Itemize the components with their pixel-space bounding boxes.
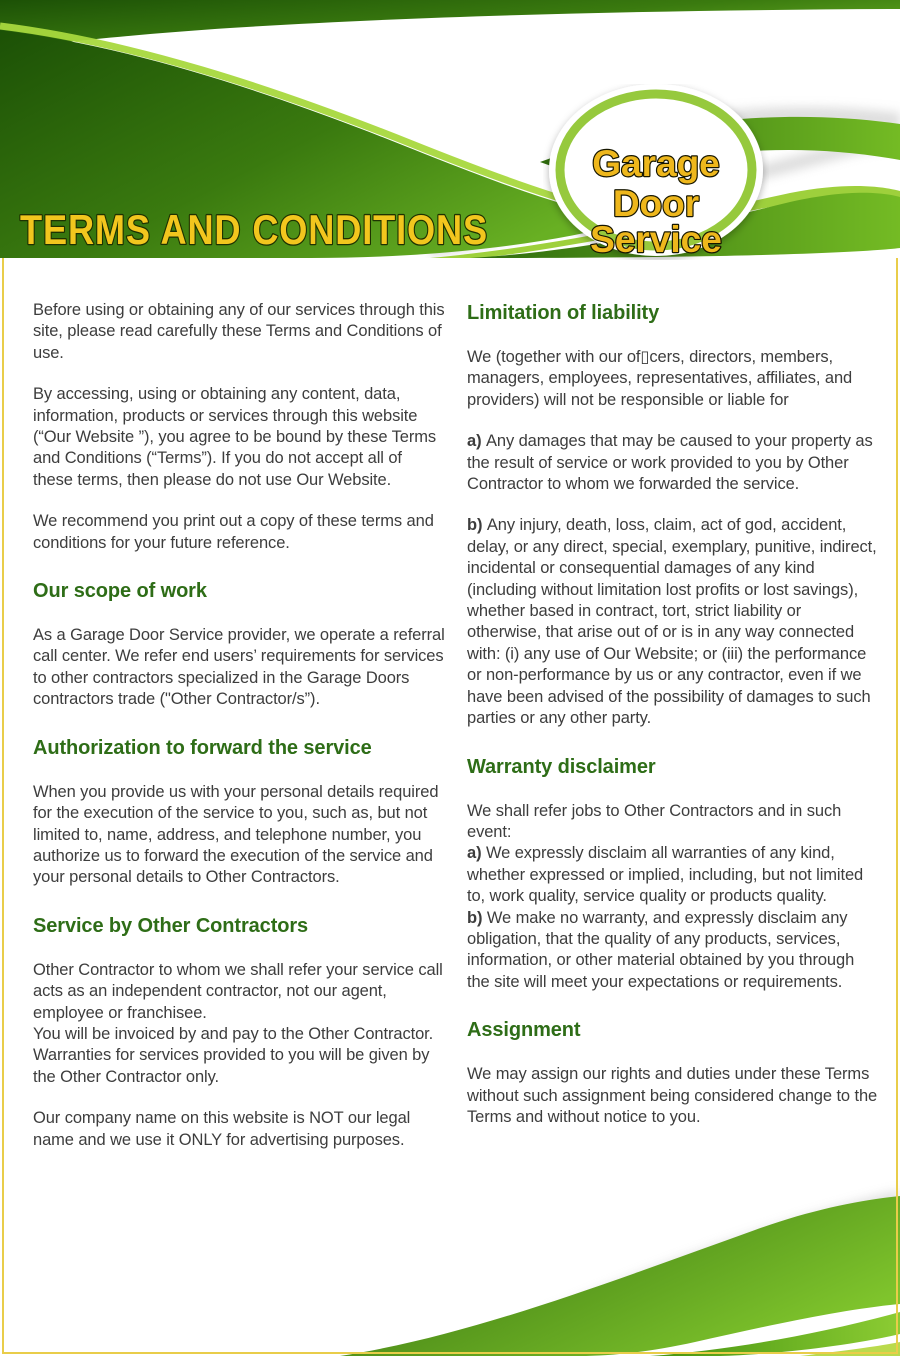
badge-line-2: Door — [612, 183, 700, 224]
text-segment: By accessing, using or obtaining any content, data, information, products or services through this website (“Our Website ”), you agree to be bound by these Terms and Conditions (“Terms”). If you do not accept all of these terms, then please do not use Our Website. — [33, 385, 437, 489]
text-segment: We may assign our rights and duties under these Terms without such assignment being considered change to the Terms and without notice to you. — [467, 1065, 878, 1126]
text-segment: You will be invoiced by and pay to the Other Contractor. — [33, 1024, 434, 1043]
text-segment: We recommend you print out a copy of these terms and conditions for your future reference. — [33, 512, 434, 552]
column-right — [467, 300, 879, 1171]
paragraph — [467, 515, 879, 729]
section-heading: Limitation of liability — [467, 302, 660, 324]
text-segment: Other Contractor to whom we shall refer your service call acts as an independent contractor, not our agent, employee or franchisee. — [33, 960, 443, 1022]
section-heading: Authorization to forward the service — [33, 736, 372, 759]
text-segment: Before using or obtaining any of our services through this site, please read carefully these Terms and Conditions of use. — [33, 301, 445, 362]
brand-badge — [543, 84, 769, 260]
paragraph — [467, 801, 879, 994]
paragraph — [33, 960, 445, 1088]
paragraph — [467, 431, 879, 495]
paragraph — [33, 511, 445, 554]
section-heading: Our scope of work — [33, 580, 207, 603]
text-segment: When you provide us with your personal details required for the execution of the service to you, such as, but not limited to, name, address, and telephone number, you authorize us to forward the execution of the service and your personal details to Other Contractors. — [33, 782, 439, 887]
column-left — [33, 300, 445, 1171]
paragraph — [33, 300, 445, 364]
text-segment: a) Any damages that may be caused to your property as the result of service or work provided to you by Other Contractor to whom we forwarded the service. — [467, 432, 873, 494]
text-segment: Warranties for services provided to you will be given by the Other Contractor only. — [33, 1046, 430, 1086]
paragraph — [33, 384, 445, 491]
list-marker: a) — [467, 844, 486, 863]
text-segment: Our company name on this website is NOT our legal name and we use it ONLY for advertising purposes. — [33, 1109, 411, 1149]
badge-line-3: Service — [590, 219, 722, 260]
document-body — [33, 300, 879, 1171]
text-segment: a) We expressly disclaim all warranties of any kind, whether expressed or implied, including, but not limited to, work quality, service quality or products quality. — [467, 844, 864, 906]
badge-line-1: Garage — [592, 143, 720, 184]
section-heading: Service by Other Contractors — [33, 914, 309, 937]
text-segment: b) Any injury, death, loss, claim, act of god, accident, delay, or any direct, special, exemplary, punitive, indirect, incidental or consequential damages of any kind (including without limitation lost profits or lost savings), whether based in contract, tort, strict liability or otherwise, that arise out of or is in any way connected with: (i) any use of Our Website; or (iii) the performance or non-performance by us or any contractor, even if we have been advised of the possibility of damages to such parties or any other party. — [467, 516, 877, 728]
text-segment: As a Garage Door Service provider, we operate a referral call center. We refer end users’ requirements for services to other contractors specialized in the Garage Doors contractors trade ("Other Contractor/s”). — [33, 626, 445, 709]
section-heading: Warranty disclaimer — [467, 755, 656, 778]
paragraph — [33, 782, 445, 889]
section-heading: Assignment — [467, 1019, 581, 1042]
list-marker: a) — [467, 432, 486, 451]
list-marker: b) — [467, 908, 487, 927]
text-segment: b) We make no warranty, and expressly disclaim any obligation, that the quality of any products, services, information, or other material obtained by you through the site will meet your expectations or requirements. — [467, 908, 855, 991]
list-marker: b) — [467, 516, 487, 535]
text-segment: We shall refer jobs to Other Contractors and in such event: — [467, 801, 842, 841]
text-segment: We (together with our of▯cers, directors, members, managers, employees, representatives, affiliates, and providers) will not be responsible or liable for — [467, 348, 853, 409]
paragraph — [467, 347, 879, 411]
page-title: TERMS AND CONDITIONS — [20, 206, 488, 253]
footer-wave-graphic — [0, 1106, 900, 1356]
paragraph — [33, 625, 445, 711]
